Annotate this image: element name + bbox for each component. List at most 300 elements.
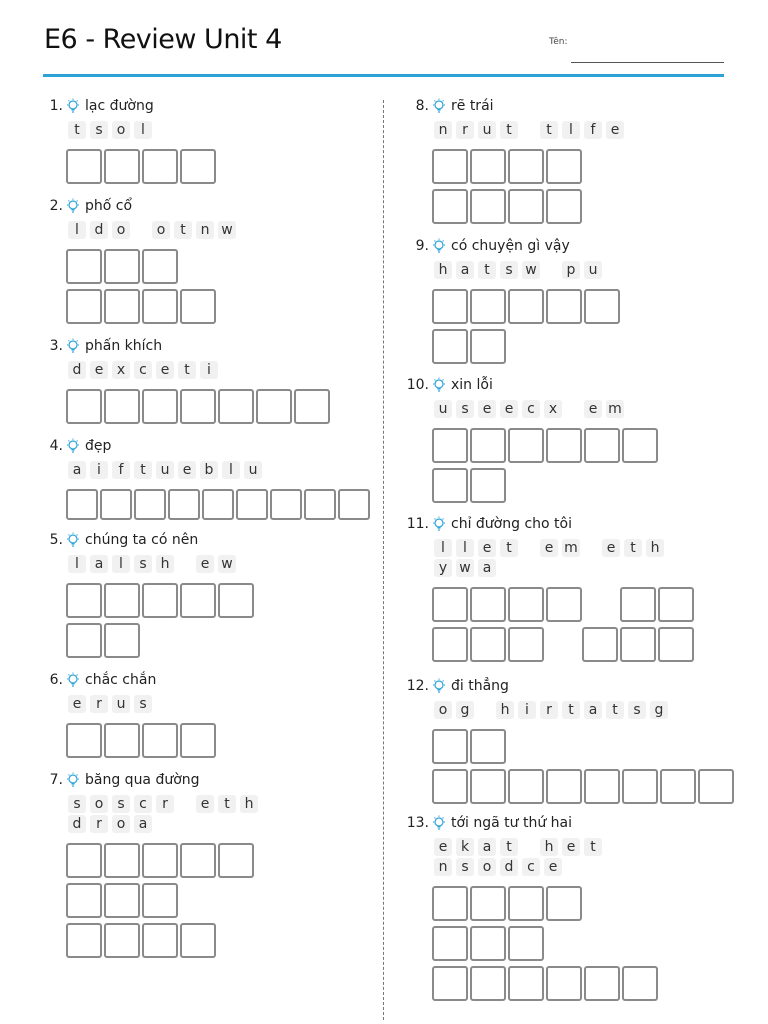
- scrambled-letters: [66, 120, 218, 140]
- question-header: [415, 235, 624, 257]
- answer-box[interactable]: [432, 926, 468, 961]
- answer-box[interactable]: [104, 583, 140, 618]
- answer-box[interactable]: [218, 583, 254, 618]
- letter-tile[interactable]: e: [478, 539, 496, 557]
- letter-tile[interactable]: r: [90, 695, 108, 713]
- answer-box[interactable]: [304, 489, 336, 520]
- answer-box[interactable]: [470, 329, 506, 364]
- answer-box[interactable]: [582, 627, 618, 662]
- lightbulb-icon[interactable]: [66, 338, 80, 354]
- letter-tile[interactable]: l: [562, 121, 580, 139]
- scrambled-letters: [66, 694, 218, 714]
- question-header: [49, 335, 332, 357]
- letter-tile[interactable]: h: [434, 261, 452, 279]
- letter-tile[interactable]: s: [628, 701, 646, 719]
- letter-tile[interactable]: l: [68, 555, 86, 573]
- letter-tile[interactable]: i: [518, 701, 536, 719]
- answer-boxes: [66, 843, 280, 958]
- letter-tile[interactable]: e: [584, 400, 602, 418]
- letter-tile[interactable]: u: [156, 461, 174, 479]
- answer-box[interactable]: [470, 189, 506, 224]
- letter-tile[interactable]: r: [540, 701, 558, 719]
- lightbulb-icon[interactable]: [432, 815, 446, 831]
- answer-row: [432, 149, 646, 184]
- letter-tile[interactable]: t: [562, 701, 580, 719]
- answer-box[interactable]: [546, 189, 582, 224]
- answer-box[interactable]: [546, 966, 582, 1001]
- answer-box[interactable]: [470, 886, 506, 921]
- letter-tile[interactable]: e: [434, 838, 452, 856]
- answer-box[interactable]: [66, 923, 102, 958]
- letter-group: [434, 120, 522, 140]
- answer-row: [432, 468, 660, 503]
- lightbulb-icon[interactable]: [66, 672, 80, 688]
- letter-tile[interactable]: t: [500, 539, 518, 557]
- answer-row: [432, 729, 736, 764]
- answer-box[interactable]: [104, 249, 140, 284]
- answer-box[interactable]: [470, 769, 506, 804]
- answer-box[interactable]: [142, 583, 178, 618]
- hint-text: băng qua đường: [85, 772, 200, 788]
- letter-tile[interactable]: u: [478, 121, 496, 139]
- letter-tile[interactable]: l: [222, 461, 240, 479]
- lightbulb-icon[interactable]: [66, 772, 80, 788]
- answer-box[interactable]: [142, 923, 178, 958]
- letter-tile[interactable]: t: [218, 795, 236, 813]
- answer-box[interactable]: [620, 627, 656, 662]
- answer-boxes: [432, 428, 660, 503]
- answer-row: [432, 189, 646, 224]
- letter-tile[interactable]: w: [218, 555, 236, 573]
- answer-box[interactable]: [470, 729, 506, 764]
- answer-box[interactable]: [66, 723, 102, 758]
- letter-tile[interactable]: s: [68, 795, 86, 813]
- letter-tile[interactable]: c: [134, 795, 152, 813]
- question-11: [406, 513, 696, 667]
- answer-box[interactable]: [104, 623, 140, 658]
- letter-tile[interactable]: p: [562, 261, 580, 279]
- letter-tile[interactable]: o: [112, 815, 130, 833]
- name-label: Tên:: [549, 37, 568, 47]
- answer-box[interactable]: [432, 428, 468, 463]
- answer-box[interactable]: [432, 886, 468, 921]
- answer-box[interactable]: [470, 428, 506, 463]
- question-header: [49, 195, 258, 217]
- lightbulb-icon[interactable]: [432, 516, 446, 532]
- letter-tile[interactable]: e: [196, 555, 214, 573]
- answer-box[interactable]: [66, 489, 98, 520]
- lightbulb-icon[interactable]: [66, 98, 80, 114]
- answer-box[interactable]: [432, 289, 468, 324]
- answer-box[interactable]: [104, 923, 140, 958]
- letter-tile[interactable]: e: [540, 539, 558, 557]
- letter-tile[interactable]: t: [540, 121, 558, 139]
- answer-row: [66, 489, 372, 524]
- letter-tile[interactable]: a: [478, 838, 496, 856]
- answer-box[interactable]: [584, 966, 620, 1001]
- answer-boxes: [432, 587, 696, 662]
- answer-box[interactable]: [104, 149, 140, 184]
- name-input-line[interactable]: [571, 62, 724, 63]
- answer-box[interactable]: [66, 843, 102, 878]
- answer-box[interactable]: [470, 149, 506, 184]
- answer-box[interactable]: [546, 428, 582, 463]
- letter-group: [584, 399, 628, 419]
- question-13: [406, 812, 660, 1006]
- letter-group: [196, 794, 262, 814]
- answer-box[interactable]: [508, 926, 544, 961]
- letter-tile[interactable]: c: [134, 361, 152, 379]
- letter-tile[interactable]: a: [134, 815, 152, 833]
- question-number: 6.: [49, 672, 63, 688]
- answer-box[interactable]: [66, 289, 102, 324]
- letter-tile[interactable]: s: [134, 555, 152, 573]
- letter-tile[interactable]: r: [90, 815, 108, 833]
- letter-tile[interactable]: o: [112, 221, 130, 239]
- answer-box[interactable]: [142, 723, 178, 758]
- lightbulb-icon[interactable]: [432, 98, 446, 114]
- scrambled-letters: [432, 538, 696, 578]
- question-number: 7.: [49, 772, 63, 788]
- answer-box[interactable]: [142, 883, 178, 918]
- scrambled-letters: [66, 794, 280, 834]
- letter-tile[interactable]: e: [156, 361, 174, 379]
- letter-tile[interactable]: l: [134, 121, 152, 139]
- letter-tile[interactable]: n: [196, 221, 214, 239]
- letter-group: [434, 260, 544, 280]
- letter-tile[interactable]: e: [68, 695, 86, 713]
- lightbulb-icon[interactable]: [432, 678, 446, 694]
- answer-box[interactable]: [218, 389, 254, 424]
- answer-box[interactable]: [236, 489, 268, 520]
- answer-boxes: [66, 149, 218, 184]
- lightbulb-icon[interactable]: [66, 438, 80, 454]
- letter-tile[interactable]: a: [584, 701, 602, 719]
- answer-box[interactable]: [432, 587, 468, 622]
- scrambled-letters: [432, 399, 660, 419]
- answer-box[interactable]: [432, 468, 468, 503]
- letter-tile[interactable]: x: [544, 400, 562, 418]
- letter-tile[interactable]: l: [112, 555, 130, 573]
- letter-tile[interactable]: g: [650, 701, 668, 719]
- letter-tile[interactable]: o: [152, 221, 170, 239]
- letter-tile[interactable]: a: [90, 555, 108, 573]
- answer-box[interactable]: [432, 966, 468, 1001]
- answer-box[interactable]: [584, 289, 620, 324]
- answer-box[interactable]: [104, 883, 140, 918]
- answer-box[interactable]: [508, 189, 544, 224]
- answer-box[interactable]: [270, 489, 302, 520]
- letter-tile[interactable]: w: [218, 221, 236, 239]
- letter-group: [434, 399, 566, 419]
- answer-box[interactable]: [66, 883, 102, 918]
- page-title: E6 - Review Unit 4: [44, 24, 282, 55]
- letter-tile[interactable]: t: [624, 539, 642, 557]
- answer-box[interactable]: [66, 389, 102, 424]
- letter-tile[interactable]: o: [478, 858, 496, 876]
- letter-group: [434, 700, 478, 720]
- answer-box[interactable]: [508, 428, 544, 463]
- answer-box[interactable]: [622, 769, 658, 804]
- letter-tile[interactable]: w: [522, 261, 540, 279]
- letter-tile[interactable]: o: [112, 121, 130, 139]
- answer-box[interactable]: [508, 289, 544, 324]
- lightbulb-icon[interactable]: [66, 198, 80, 214]
- answer-box[interactable]: [508, 966, 544, 1001]
- letter-tile[interactable]: l: [456, 539, 474, 557]
- letter-tile[interactable]: y: [434, 559, 452, 577]
- column-divider: [383, 100, 384, 1020]
- answer-box[interactable]: [432, 149, 468, 184]
- answer-boxes: [66, 723, 218, 758]
- question-7: [49, 769, 280, 963]
- answer-row: [66, 149, 218, 184]
- answer-box[interactable]: [432, 729, 468, 764]
- letter-tile[interactable]: r: [156, 795, 174, 813]
- scrambled-letters: [432, 260, 624, 280]
- hint-text: đẹp: [85, 438, 112, 454]
- answer-box[interactable]: [180, 149, 216, 184]
- hint-text: chắc chắn: [85, 672, 157, 688]
- answer-box[interactable]: [620, 587, 656, 622]
- answer-box[interactable]: [546, 886, 582, 921]
- answer-box[interactable]: [658, 627, 694, 662]
- answer-box[interactable]: [218, 843, 254, 878]
- letter-tile[interactable]: r: [456, 121, 474, 139]
- answer-box[interactable]: [546, 587, 582, 622]
- question-number: 5.: [49, 532, 63, 548]
- letter-tile[interactable]: a: [456, 261, 474, 279]
- letter-group: [434, 837, 522, 857]
- lightbulb-icon[interactable]: [432, 238, 446, 254]
- letter-tile[interactable]: x: [112, 361, 130, 379]
- answer-box[interactable]: [66, 249, 102, 284]
- scrambled-letters: [66, 554, 258, 574]
- answer-box[interactable]: [180, 289, 216, 324]
- letter-group: [68, 460, 266, 480]
- letter-tile[interactable]: e: [606, 121, 624, 139]
- question-header: [406, 513, 696, 535]
- letter-tile[interactable]: f: [584, 121, 602, 139]
- answer-box[interactable]: [470, 926, 506, 961]
- answer-box[interactable]: [66, 623, 102, 658]
- question-number: 13.: [406, 815, 429, 831]
- hint-text: tới ngã tư thứ hai: [451, 815, 573, 831]
- answer-box[interactable]: [660, 769, 696, 804]
- letter-tile[interactable]: t: [174, 221, 192, 239]
- letter-tile[interactable]: e: [178, 461, 196, 479]
- letter-group: [68, 694, 156, 714]
- answer-box[interactable]: [546, 149, 582, 184]
- answer-row: [66, 289, 258, 324]
- answer-box[interactable]: [470, 289, 506, 324]
- letter-tile[interactable]: k: [456, 838, 474, 856]
- letter-tile[interactable]: e: [562, 838, 580, 856]
- letter-tile[interactable]: t: [178, 361, 196, 379]
- question-header: [406, 374, 660, 396]
- letter-tile[interactable]: h: [540, 838, 558, 856]
- letter-tile[interactable]: i: [90, 461, 108, 479]
- letter-group: [540, 538, 584, 558]
- letter-tile[interactable]: u: [112, 695, 130, 713]
- answer-box[interactable]: [584, 428, 620, 463]
- answer-box[interactable]: [546, 769, 582, 804]
- letter-tile[interactable]: h: [240, 795, 258, 813]
- question-9: [415, 235, 624, 369]
- letter-tile[interactable]: u: [244, 461, 262, 479]
- letter-tile[interactable]: u: [584, 261, 602, 279]
- letter-tile[interactable]: d: [68, 361, 86, 379]
- letter-tile[interactable]: c: [522, 858, 540, 876]
- letter-tile[interactable]: f: [112, 461, 130, 479]
- answer-box[interactable]: [470, 587, 506, 622]
- answer-box[interactable]: [432, 627, 468, 662]
- letter-tile[interactable]: d: [500, 858, 518, 876]
- answer-box[interactable]: [180, 583, 216, 618]
- answer-box[interactable]: [622, 966, 658, 1001]
- answer-row: [432, 627, 696, 662]
- letter-tile[interactable]: o: [434, 701, 452, 719]
- answer-row: [66, 723, 218, 758]
- letter-tile[interactable]: g: [456, 701, 474, 719]
- letter-tile[interactable]: t: [478, 261, 496, 279]
- answer-box[interactable]: [142, 149, 178, 184]
- letter-tile[interactable]: n: [434, 858, 452, 876]
- letter-tile[interactable]: s: [134, 695, 152, 713]
- answer-box[interactable]: [104, 843, 140, 878]
- question-12: [406, 675, 736, 809]
- hint-text: phấn khích: [85, 338, 163, 354]
- answer-box[interactable]: [104, 289, 140, 324]
- answer-box[interactable]: [508, 587, 544, 622]
- answer-boxes: [66, 489, 372, 524]
- letter-tile[interactable]: e: [90, 361, 108, 379]
- answer-box[interactable]: [546, 289, 582, 324]
- letter-tile[interactable]: e: [478, 400, 496, 418]
- answer-box[interactable]: [658, 587, 694, 622]
- answer-box[interactable]: [180, 843, 216, 878]
- answer-box[interactable]: [104, 723, 140, 758]
- lightbulb-icon[interactable]: [66, 532, 80, 548]
- answer-box[interactable]: [104, 389, 140, 424]
- answer-box[interactable]: [66, 149, 102, 184]
- answer-box[interactable]: [180, 723, 216, 758]
- letter-tile[interactable]: n: [434, 121, 452, 139]
- answer-box[interactable]: [294, 389, 330, 424]
- letter-tile[interactable]: t: [500, 838, 518, 856]
- answer-boxes: [432, 886, 660, 1001]
- letter-tile[interactable]: t: [134, 461, 152, 479]
- answer-box[interactable]: [142, 843, 178, 878]
- question-10: [406, 374, 660, 508]
- answer-box[interactable]: [584, 769, 620, 804]
- question-3: [49, 335, 332, 429]
- letter-tile[interactable]: c: [522, 400, 540, 418]
- letter-tile[interactable]: l: [434, 539, 452, 557]
- letter-group: [68, 794, 178, 814]
- letter-group: [540, 120, 628, 140]
- letter-tile[interactable]: e: [196, 795, 214, 813]
- letter-tile[interactable]: h: [646, 539, 664, 557]
- letter-tile[interactable]: s: [456, 400, 474, 418]
- letter-tile[interactable]: a: [68, 461, 86, 479]
- answer-box[interactable]: [134, 489, 166, 520]
- answer-box[interactable]: [180, 389, 216, 424]
- letter-tile[interactable]: i: [200, 361, 218, 379]
- answer-box[interactable]: [432, 769, 468, 804]
- letter-tile[interactable]: m: [606, 400, 624, 418]
- letter-tile[interactable]: t: [500, 121, 518, 139]
- question-number: 11.: [406, 516, 429, 532]
- answer-box[interactable]: [256, 389, 292, 424]
- letter-tile[interactable]: l: [68, 221, 86, 239]
- answer-box[interactable]: [66, 583, 102, 618]
- answer-box[interactable]: [508, 886, 544, 921]
- question-4: [49, 435, 372, 529]
- letter-tile[interactable]: e: [602, 539, 620, 557]
- answer-box[interactable]: [432, 329, 468, 364]
- answer-box[interactable]: [180, 923, 216, 958]
- answer-box[interactable]: [142, 389, 178, 424]
- answer-box[interactable]: [338, 489, 370, 520]
- letter-tile[interactable]: t: [584, 838, 602, 856]
- letter-tile[interactable]: t: [68, 121, 86, 139]
- answer-box[interactable]: [202, 489, 234, 520]
- letter-tile[interactable]: h: [156, 555, 174, 573]
- letter-tile[interactable]: b: [200, 461, 218, 479]
- letter-group: [196, 554, 240, 574]
- answer-box[interactable]: [470, 627, 506, 662]
- answer-box[interactable]: [508, 627, 544, 662]
- hint-text: có chuyện gì vậy: [451, 238, 570, 254]
- answer-row: [432, 769, 736, 804]
- question-number: 3.: [49, 338, 63, 354]
- letter-tile[interactable]: h: [496, 701, 514, 719]
- letter-tile[interactable]: s: [456, 858, 474, 876]
- answer-box[interactable]: [142, 249, 178, 284]
- letter-tile[interactable]: w: [456, 559, 474, 577]
- letter-tile[interactable]: d: [68, 815, 86, 833]
- letter-tile[interactable]: s: [500, 261, 518, 279]
- letter-tile[interactable]: e: [544, 858, 562, 876]
- letter-tile[interactable]: m: [562, 539, 580, 557]
- letter-group: [68, 220, 134, 240]
- answer-row: [432, 428, 660, 463]
- answer-box[interactable]: [142, 289, 178, 324]
- answer-box[interactable]: [508, 769, 544, 804]
- letter-tile[interactable]: a: [478, 559, 496, 577]
- letter-tile[interactable]: s: [112, 795, 130, 813]
- answer-box[interactable]: [168, 489, 200, 520]
- letter-tile[interactable]: u: [434, 400, 452, 418]
- answer-box[interactable]: [432, 189, 468, 224]
- answer-box[interactable]: [508, 149, 544, 184]
- letter-tile[interactable]: o: [90, 795, 108, 813]
- hint-text: xin lỗi: [451, 377, 493, 393]
- answer-row: [66, 923, 280, 958]
- answer-box[interactable]: [470, 966, 506, 1001]
- letter-tile[interactable]: d: [90, 221, 108, 239]
- hint-text: phố cổ: [85, 198, 133, 214]
- answer-box[interactable]: [470, 468, 506, 503]
- lightbulb-icon[interactable]: [432, 377, 446, 393]
- answer-box[interactable]: [622, 428, 658, 463]
- answer-box[interactable]: [100, 489, 132, 520]
- answer-box[interactable]: [698, 769, 734, 804]
- letter-tile[interactable]: t: [606, 701, 624, 719]
- letter-tile[interactable]: s: [90, 121, 108, 139]
- letter-tile[interactable]: e: [500, 400, 518, 418]
